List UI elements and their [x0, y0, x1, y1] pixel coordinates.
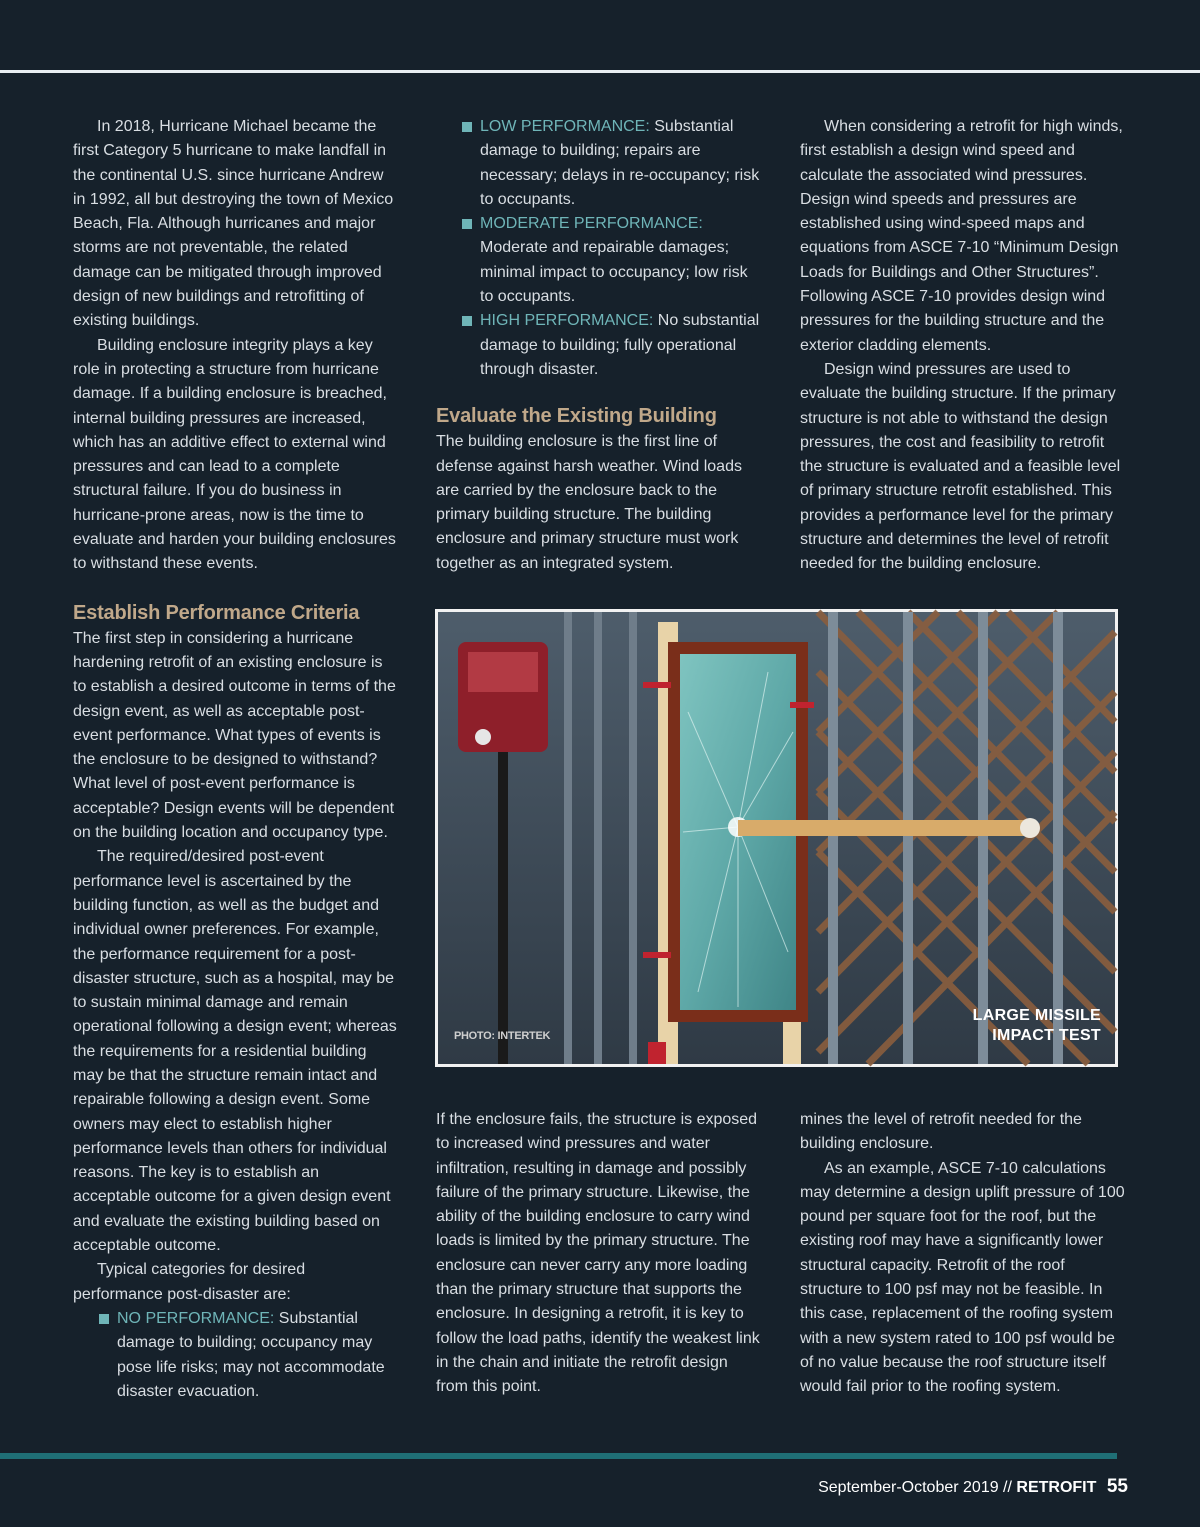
list-item	[73, 1307, 399, 1404]
list-item	[436, 309, 762, 382]
body-paragraph: The required/desired post-event performance level is ascertained by the building function, as well as the budget and individual owner preferences. For example, the performance requirement for a post-disaster structure, such as a hospital, may be to sustain minimal damage and remain operational following a design event; whereas the requirements for a residential building may be that the structure remain intact and repairable following a design event. Some owners may elect to establish higher performance levels than others for individual reasons. The key is to establish an acceptable outcome for a given design event and evaluate the existing building based on acceptable outcome.	[73, 848, 397, 1255]
performance-list	[436, 115, 762, 382]
bullet-square-icon	[462, 316, 472, 326]
body-paragraph: In 2018, Hurricane Michael became the first Category 5 hurricane to make landfall in the continental U.S. since hurricane Andrew in 1992, all but destroying the town of Mexico Beach, Fla. Although hurricanes and major storms are not preventable, the related damage can be mitigated through improved design of new buildings and retrofitting of existing buildings.	[73, 118, 394, 330]
page-footer	[818, 1476, 1128, 1498]
body-paragraph: Building enclosure integrity plays a key role in protecting a structure from hurricane damage. If a building enclosure is breached, internal building pressures are increased, which has an additive effect to external wind pressures and can lead to a complete structural failure. If you do business in hurricane-prone areas, now is the time to evaluate and harden your building enclosures to withstand these events.	[73, 336, 396, 573]
body-paragraph-continued: mines the level of retrofit needed for the building enclosure.	[800, 1111, 1082, 1153]
page-number: 55	[1106, 1476, 1128, 1497]
section-heading: Evaluate the Existing Building	[436, 405, 717, 428]
impact-test-photo	[435, 609, 1118, 1067]
body-paragraph: The first step in considering a hurricane hardening retrofit of an existing enclosure is to establish a desired outcome in terms of the design event, as well as acceptable post-event performance. What types of events is the enclosure to be designed to withstand? What level of post-event performance is acceptable? Design events will be dependent on the building location and occupancy type.	[73, 629, 396, 842]
bottom-rule	[0, 1453, 1117, 1459]
magazine-name: RETROFIT	[1016, 1479, 1097, 1496]
bullet-keyword: LOW PERFORMANCE:	[480, 118, 650, 135]
column-2-bottom	[436, 1108, 762, 1400]
bullet-square-icon	[462, 219, 472, 229]
column-3-bottom	[800, 1108, 1126, 1400]
issue-date: September-October 2019 //	[818, 1479, 1012, 1496]
performance-list	[73, 1307, 399, 1404]
bullet-square-icon	[462, 122, 472, 132]
bullet-text: No substantial damage to building; fully operational through disaster.	[480, 312, 760, 378]
list-item	[436, 115, 762, 212]
photo-caption	[973, 1006, 1101, 1046]
bullet-keyword: MODERATE PERFORMANCE:	[480, 215, 703, 233]
column-3	[800, 115, 1126, 573]
body-paragraph: Typical categories for desired performance post-disaster are:	[73, 1261, 306, 1303]
bullet-keyword: HIGH PERFORMANCE:	[480, 312, 654, 330]
bullet-text: Substantial damage to building; occupancy may pose life risks; may not accommodate disaster evacuation.	[117, 1309, 385, 1400]
body-paragraph: The building enclosure is the first line of defense against harsh weather. Wind loads are carried by the enclosure back to the primary building structure. The building enclosure and primary structure must work together as an integrated system.	[436, 433, 742, 572]
bullet-square-icon	[99, 1314, 109, 1324]
section-heading: Establish Performance Criteria	[73, 601, 360, 624]
caption-line: LARGE MISSILE	[972, 1007, 1101, 1024]
top-rule	[0, 70, 1200, 73]
bullet-text: Moderate and repairable damages; minimal impact to occupancy; low risk to occupants.	[480, 239, 748, 306]
column-2-top	[436, 115, 762, 576]
list-item	[436, 212, 762, 309]
column-1	[73, 115, 399, 1404]
photo-illustration	[438, 612, 1115, 1064]
body-paragraph: Design wind pressures are used to evaluate the building structure. If the primary structure is not able to withstand the design pressures, the cost and feasibility to retrofit the structure is evaluated and a feasible level of primary structure retrofit established. This provides a performance level for the primary structure and determines the level of retrofit needed for the building enclosure.	[800, 360, 1121, 573]
photo-credit: PHOTO: INTERTEK	[454, 1030, 551, 1042]
caption-line: IMPACT TEST	[992, 1027, 1101, 1044]
body-paragraph: As an example, ASCE 7-10 calculations may determine a design uplift pressure of 100 pound per square foot for the roof, but the existing roof may have a significantly lower structural capacity. Retrofit of the roof structure to 100 psf may not be feasible. In this case, replacement of the roofing system with a new system rated to 100 psf would be of no value because the roof structure itself would fail prior to the roofing system.	[800, 1159, 1125, 1396]
bullet-text: Substantial damage to building; repairs are necessary; delays in re-occupancy; risk to occupants.	[480, 118, 760, 208]
body-paragraph: When considering a retrofit for high winds, first establish a design wind speed and calculate the associated wind pressures. Design wind speeds and pressures are established using wind-speed maps and equations from ASCE 7-10 “Minimum Design Loads for Buildings and Other Structures”. Following ASCE 7-10 provides design wind pressures for the building structure and the exterior cladding elements.	[800, 118, 1123, 354]
bullet-keyword: NO PERFORMANCE:	[117, 1309, 275, 1327]
body-paragraph: If the enclosure fails, the structure is exposed to increased wind pressures and water infiltration, resulting in damage and possibly failure of the primary structure. Likewise, the ability of the building enclosure to carry wind loads is limited by the primary structure. The enclosure can never carry any more loading than the primary structure that supports the enclosure. In designing a retrofit, it is key to follow the load paths, identify the weakest link in the chain and initiate the retrofit design from this point.	[436, 1111, 760, 1396]
